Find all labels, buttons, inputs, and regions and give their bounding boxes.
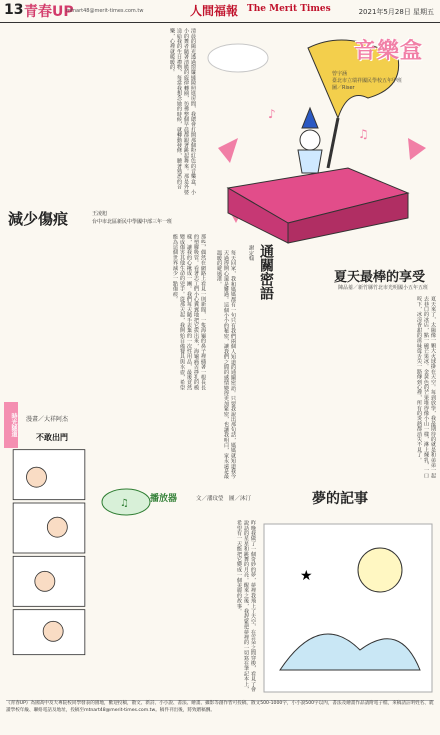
poem-body: 那些，偶然在網路上看見一則新聞，一隻海龜的鼻子裡插著一根長長的塑膠吸管。看著志工們小心翼翼地把它拔出來，海龜痛苦掙扎的模樣，讓我的心揪成一團。我們每天隨手丟棄的一次性用品，最後竟然變成傷害其他生命的兇手。從那天起，我開始自備餐具與水壺，希望能為這個世界減少一點傷痕。 xyxy=(171,234,206,390)
poem-author: 王凌旭 xyxy=(92,211,108,217)
newspaper-logo: 人間福報 xyxy=(190,4,239,18)
summer-title: 夏天最棒的享受 xyxy=(334,270,426,285)
dream-body: 昨晚我做了一個奇妙的夢，夢裡我飛上了天空，在雲朵之間穿梭，看見了會說話的星星和跳舞的月亮。醒來之後，我趕緊把夢裡的一切寫在筆記本上，希望有一天能把它變成一個美麗的故事。 xyxy=(235,520,256,692)
poem-title: 減少傷痕 xyxy=(8,210,69,228)
player-label: 播放器 xyxy=(150,494,178,504)
secret-body: 每天回家，我和媽媽都有一句只有我們兩個人知道的通關密語。只要我說出那句話，媽媽就知道我今天過得開心還是難過。這個小小的秘密，讓我們之間的感情變得更加緊密，也讓我明白，家永遠是最溫暖的避風港。 xyxy=(215,250,236,479)
section-title: 青春UP xyxy=(24,4,74,20)
dream-illustration xyxy=(260,520,436,696)
poem-school: 台中市北區新民中學國中部三年一班 xyxy=(92,219,173,225)
page-number: 13 xyxy=(4,2,24,18)
byline-school: 臺北市立瑞祥國民學校五年甲班 xyxy=(332,78,403,84)
music-box-byline xyxy=(332,70,432,91)
music-box-body: 清晨的陽光透過窗簾縫隙照進房間，我總會打開那個粉紅色的音樂盒，小小的舞者隨著清脆的旋律轉圈，彷彿整個早晨都跟著跳起舞來。那是外婆送給我的生日禮物，每當我想念她的時候，就轉動發條，聽著熟悉的音樂，心裡就暖暖的。 xyxy=(168,28,196,195)
svg-text:♫: ♫ xyxy=(358,127,369,141)
secret-title: 通關密語 xyxy=(258,244,274,300)
comic-title: 不敢出門 xyxy=(36,433,68,442)
music-box-title: 音樂盒 xyxy=(354,39,424,64)
newspaper-logo-en: The Merit Times xyxy=(247,4,331,14)
comic-credit: 漫畫／大祥阿杰 xyxy=(26,416,69,423)
summer-body: 夏天來了，太陽像一顆大火球掛在天空。每到放學，我最期待的就是和弟弟一起去巷口的冰店，點一碗芒果冰。金黃色的芒果堆得像小山一樣，淋上煉乳，一口咬下，冰涼香甜的滋味從舌尖一路傳到心裡，所有的炎熱都消失不見了。 xyxy=(415,296,436,478)
byline-art: 圖／Riser xyxy=(332,85,355,91)
summer-byline: 陳品蓁／新竹縣竹北市光明國小五年五班 xyxy=(338,285,429,291)
masthead xyxy=(0,0,440,23)
player-author: 文／潘玟瑩 圖／沐汀 xyxy=(196,496,252,502)
svg-text:♪: ♪ xyxy=(268,107,276,121)
secret-author: 謝定翰 xyxy=(248,245,254,261)
issue-date: 2021年5月28日 星期五 xyxy=(358,8,434,16)
footer-submission-note: 《青春UP》為國高中及大專院校同學發表的園地，歡迎投稿，散文、新詩、小小說、書法、繪畫、攝影等創作皆可投稿，散文500-1000字，小小說500字以內，書法及繪畫作品請附電子檔，來稿請註明姓名、就讀學校年級、聯絡電話及地址，投稿至mtnart48@merit-times.com.tw。稿件刊出後，將致贈稿酬。 xyxy=(6,700,434,733)
comic-illustration xyxy=(4,448,94,698)
svg-text:★: ★ xyxy=(300,568,313,584)
section-email: mtnart48@merit-times.com.tw xyxy=(66,8,144,14)
comic-header: 時光隧道 xyxy=(4,402,18,448)
player-banner xyxy=(96,487,436,517)
byline-name: 曾宇涵 xyxy=(332,71,348,77)
svg-text:♫: ♫ xyxy=(120,498,129,509)
dream-title: 夢的記事 xyxy=(312,491,368,507)
